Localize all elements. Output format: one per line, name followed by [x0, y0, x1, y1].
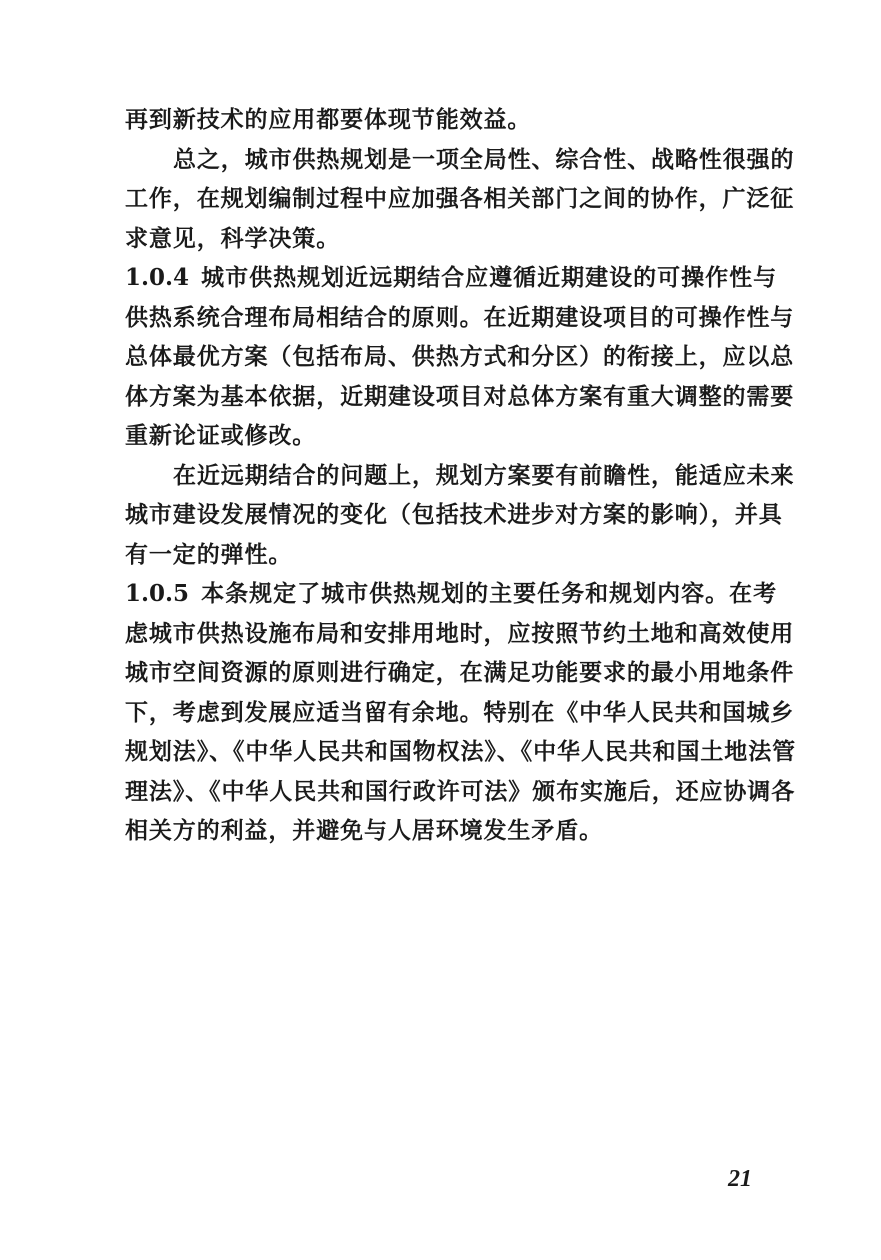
paragraph-line: 相关方的利益，并避免与人居环境发生矛盾。	[125, 817, 603, 844]
clause-first-line	[125, 258, 777, 298]
paragraph-line: 工作，在规划编制过程中应加强各相关部门之间的协作，广泛征	[125, 185, 795, 212]
page-number: 21	[728, 1166, 752, 1192]
clause-number: 1.0.5	[125, 580, 190, 607]
paragraph-line: 虑城市供热设施布局和安排用地时，应按照节约土地和高效使用	[125, 619, 795, 647]
paragraph-line: 城市供热规划近远期结合应遵循近期建设的可操作性与	[201, 264, 777, 291]
paragraph-line: 城市建设发展情况的变化（包括技术进步对方案的影响），并具	[125, 501, 783, 528]
paragraph-line: 再到新技术的应用都要体现节能效益。	[125, 106, 532, 133]
paragraph-line: 理法》、《中华人民共和国行政许可法》颁布实施后，还应协调各	[125, 777, 796, 805]
paragraph-line: 下，考虑到发展应适当留有余地。特别在《中华人民共和国城乡	[125, 698, 795, 726]
paragraph-line: 总之，城市供热规划是一项全局性、综合性、战略性很强的	[173, 145, 795, 173]
clause-number: 1.0.4	[125, 264, 190, 291]
paragraph-line: 求意见，科学决策。	[125, 224, 341, 252]
paragraph-line: 在近远期结合的问题上，规划方案要有前瞻性，能适应未来	[173, 461, 795, 489]
paragraph-line: 城市空间资源的原则进行确定，在满足功能要求的最小用地条件	[125, 659, 795, 686]
paragraph-line: 体方案为基本依据，近期建设项目对总体方案有重大调整的需要	[125, 382, 795, 410]
paragraph-line: 本条规定了城市供热规划的主要任务和规划内容。在考	[201, 580, 777, 607]
body-text	[125, 100, 796, 851]
paragraph-line: 总体最优方案（包括布局、供热方式和分区）的衔接上，应以总	[125, 343, 795, 370]
paragraph-line: 规划法》、《中华人民共和国物权法》、《中华人民共和国土地法管	[125, 738, 796, 765]
paragraph-line: 供热系统合理布局相结合的原则。在近期建设项目的可操作性与	[125, 303, 795, 331]
paragraph-line: 有一定的弹性。	[125, 540, 293, 568]
paragraph-line: 重新论证或修改。	[125, 422, 317, 449]
clause-first-line	[125, 574, 777, 614]
